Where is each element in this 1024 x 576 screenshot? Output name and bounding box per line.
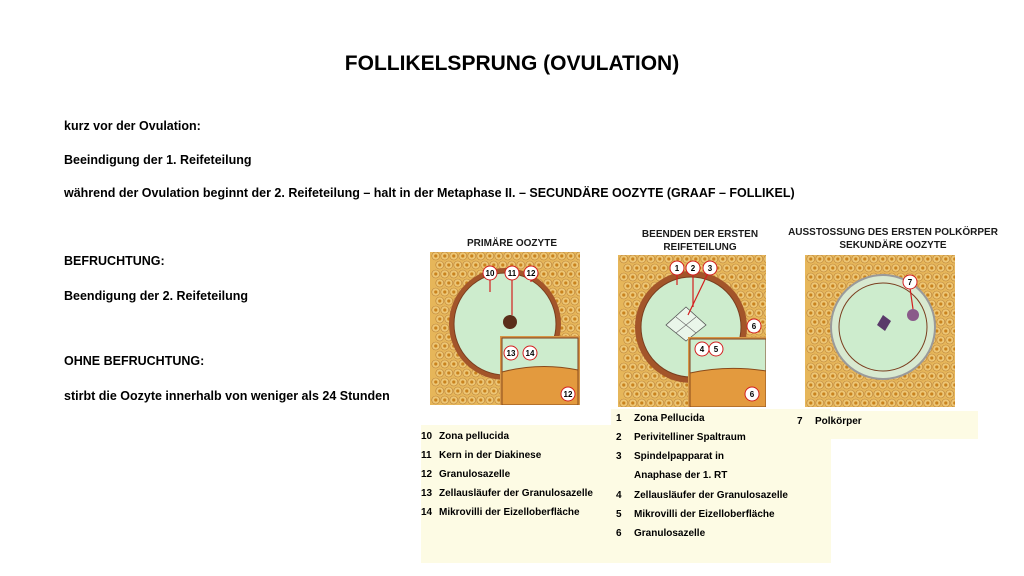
text-line-fertilization-heading: BEFRUCHTUNG: xyxy=(64,254,165,268)
text-line-meiosis-1: Beeindigung der 1. Reifeteilung xyxy=(64,153,252,167)
page-title: FOLLIKELSPRUNG (OVULATION) xyxy=(344,52,680,75)
caption-primary-oocyte: PRIMÄRE OOZYTE xyxy=(466,238,557,249)
diagram-first-meiosis xyxy=(618,255,766,407)
legend-left: 10 Zona pellucida 11 Kern in der Diakinese 12 Granulosazelle 13 Zellausläufer der Granulosazelle 14 Mikrovilli der Eizelloberfläche xyxy=(421,425,611,563)
text-line-no-fertilization-heading: OHNE BEFRUCHTUNG: xyxy=(64,354,205,368)
caption-first-meiosis: BEENDEN DER ERSTEN REIFETEILUNG xyxy=(641,229,759,253)
text-line-no-fertilization: stirbt die Oozyte innerhalb von weniger als 24 Stunden xyxy=(64,389,390,403)
svg-text:12: 12 xyxy=(526,269,536,278)
svg-text:5: 5 xyxy=(713,345,719,354)
text-line-before-ovulation: kurz vor der Ovulation: xyxy=(64,119,201,133)
svg-text:12: 12 xyxy=(563,390,573,399)
diagram-secondary-oocyte xyxy=(805,255,955,407)
svg-text:14: 14 xyxy=(525,349,535,358)
svg-text:6: 6 xyxy=(749,390,755,399)
svg-text:11: 11 xyxy=(507,269,517,278)
svg-text:2: 2 xyxy=(690,264,696,273)
diagram-primary-oocyte xyxy=(430,252,580,405)
svg-text:3: 3 xyxy=(707,264,713,273)
svg-text:10: 10 xyxy=(485,269,495,278)
svg-text:4: 4 xyxy=(699,345,705,354)
svg-text:1: 1 xyxy=(674,264,680,273)
nucleus-diakinesis xyxy=(503,315,517,329)
caption-secondary-oocyte: AUSSTOSSUNG DES ERSTEN POLKÖRPER SEKUNDÄRE OOZYTE xyxy=(788,227,998,251)
legend-middle: 1 Zona Pellucida 2 Perivitelliner Spaltraum 3 Spindelpapparat in Anaphase der 1. RT 4 Zellausläufer der Granulosazelle 5 Mikrovilli der Eizelloberfläche 6 Granulosazelle xyxy=(611,409,831,563)
polar-body xyxy=(907,309,919,321)
svg-text:13: 13 xyxy=(506,349,516,358)
svg-text:6: 6 xyxy=(751,322,757,331)
text-line-meiosis-2: während der Ovulation beginnt der 2. Reifeteilung – halt in der Metaphase II. – SECUNDÄRE OOZYTE (GRAAF – FOLLIKEL) xyxy=(64,186,795,200)
diagram-labels-p3 xyxy=(903,275,917,289)
text-line-fertilization: Beendigung der 2. Reifeteilung xyxy=(64,289,249,303)
legend-right: 7 Polkörper xyxy=(786,411,978,439)
svg-text:7: 7 xyxy=(907,278,913,287)
